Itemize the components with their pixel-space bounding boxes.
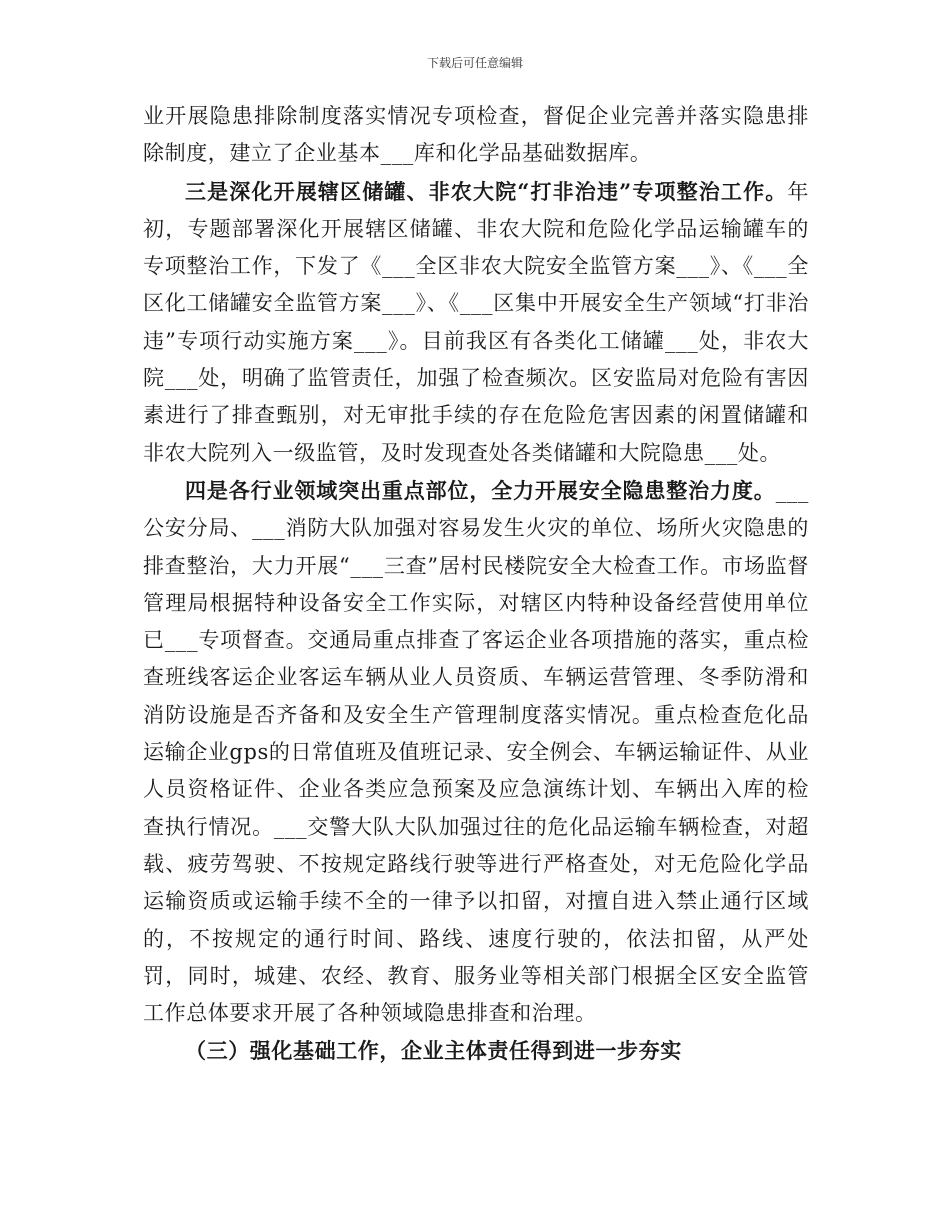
document-body [143,98,809,1070]
paragraph-text: 业开展隐患排除制度落实情况专项检查，督促企业完善并落实隐患排除制度，建立了企业基本___库和化学品基础数据库。 [143,104,809,166]
page-header-note: 下载后可任意编辑 [426,56,523,70]
paragraph-lead-sentence: 四是各行业领域突出重点部位，全力开展安全隐患整治力度。 [185,477,776,503]
paragraph-industry-sectors [143,472,809,1032]
paragraph-lead-sentence: 三是深化开展辖区储罐、非农大院“打非治违”专项整治工作。 [185,178,788,204]
paragraph-text: 年初，专题部署深化开展辖区储罐、非农大院和危险化学品运输罐车的专项整治工作，下发了《___全区非农大院安全监管方案___》、《___全区化工储罐安全监管方案___》、《___区集中开展安全生产领域“打非治违”专项行动实施方案___》。目前我区有各类化工储罐___处，非农大院___处，明确了监管责任，加强了检查频次。区安监局对危险有害因素进行了排查甄别，对无审批手续的存在危险危害因素的闲置储罐和非农大院列入一级监管，及时发现查处各类储罐和大院隐患___处。 [143,179,809,465]
paragraph-continuation [143,98,809,173]
paragraph-text: ___公安分局、___消防大队加强对容易发生火灾的单位、场所火灾隐患的排查整治，大力开展“___三查”居村民楼院安全大检查工作。市场监督管理局根据特种设备安全工作实际，对辖区内特种设备经营使用单位已___专项督查。交通局重点排查了客运企业各项措施的落实，重点检查班线客运企业客运车辆从业人员资质、车辆运营管理、冬季防滑和消防设施是否齐备和及安全生产管理制度落实情况。重点检查危化品运输企业gps的日常值班及值班记录、安全例会、车辆运输证件、从业人员资格证件、企业各类应急预案及应急演练计划、车辆出入库的检查执行情况。___交警大队大队加强过往的危化品运输车辆检查，对超载、疲劳驾驶、不按规定路线行驶等进行严格查处，对无危险化学品运输资质或运输手续不全的一律予以扣留，对擅自进入禁止通行区域的，不按规定的通行时间、路线、速度行驶的，依法扣留，从严处罚，同时，城建、农经、教育、服务业等相关部门根据全区安全监管工作总体要求开展了各种领域隐患排查和治理。 [143,478,809,1026]
section-heading: （三）强化基础工作，企业主体责任得到进一步夯实 [185,1038,682,1064]
paragraph-storage-tanks [143,173,809,472]
